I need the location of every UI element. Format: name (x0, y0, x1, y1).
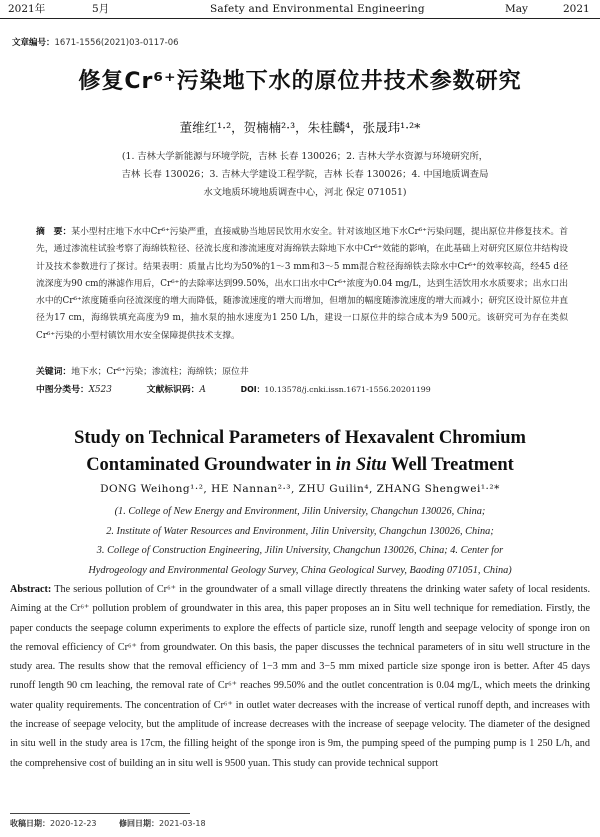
english-affiliation-line: (1. College of New Energy and Environment, Jilin University, Changchun 130026, China; (114, 506, 486, 517)
header-year-cn: 2021年 (8, 3, 46, 15)
chinese-abstract-text: 某小型村庄地下水中Cr⁶⁺污染严重，直接威胁当地居民饮用水安全。针对该地区地下水Cr⁶⁺污染问题，提出原位井修复技术。首先，通过渗流柱试验考察了海绵铁粒径、径流长度和渗流速度对海绵铁去除地下水中Cr⁶⁺效能的影响，在此基础上对研究区原位井结构设计及技术参数进行了探讨。结果表明：质量占比均为50%的1～3 mm和3～5 mm混合粒径海绵铁去除水中Cr⁶⁺的效率较高，经45 d径流深度为90 cm的淋滤作用后，Cr⁶⁺的去除率达到99.50%，出水口出水中Cr⁶⁺浓度为0.04 mg/L，达到生活饮用水水质要求；出水口出水中的Cr⁶⁺浓度随垂向径流深度的增大而降低，随渗流速度的增大而增加，但增加的幅度随渗流速度的增大而减小；研究区设计原位井直径为17 cm，海绵铁填充高度为9 m，抽水泵的抽水速度为1 250 L/h，建设一口原位井的综合成本为9 500元。该研究可为存在类似Cr⁶⁺污染的小型村镇饮用水安全保障提供技术支撑。 (36, 227, 568, 341)
document-code-label: 文献标识码： (146, 385, 200, 395)
english-authors: DONG Weihong¹·², HE Nannan²·³, ZHU Guilin⁴, ZHANG Shengwei¹·²* (100, 483, 500, 495)
clc-number (36, 385, 112, 395)
english-title-line1: Study on Technical Parameters of Hexavalent Chromium (74, 428, 526, 448)
footnote-divider (10, 813, 190, 814)
footnote-dates (10, 818, 226, 829)
chinese-keywords-text: 地下水；Cr⁶⁺污染；渗流柱；海绵铁；原位井 (71, 367, 249, 377)
chinese-affiliation-line: 吉林 长春 130026；3. 吉林大学建设工程学院，吉林 长春 130026；4. 中国地质调查局 (121, 169, 489, 180)
revised-value: 2021-03-18 (159, 819, 206, 828)
article-number (12, 36, 179, 48)
clc-label: 中图分类号： (36, 385, 89, 395)
received-label: 收稿日期： (10, 819, 50, 828)
english-affiliation-line: Hydrogeology and Environmental Geology Survey, China Geological Survey, Baoding 071051, China) (88, 564, 512, 576)
english-title-line2-post: Well Treatment (386, 455, 514, 475)
english-title-line2-italic: in Situ (335, 455, 387, 475)
chinese-keywords (36, 364, 576, 377)
chinese-keywords-label: 关键词： (36, 367, 72, 377)
chinese-abstract (36, 224, 568, 345)
chinese-title: 修复Cr⁶⁺污染地下水的原位井技术参数研究 (78, 69, 522, 94)
running-header (0, 0, 600, 19)
english-affiliation-line: 2. Institute of Water Resources and Environment, Jilin University, Changchun 130026, China; (106, 525, 494, 537)
chinese-affiliations (70, 148, 540, 202)
chinese-abstract-label: 摘 要： (36, 227, 72, 237)
english-title (0, 425, 600, 479)
document-code-value: A (199, 385, 206, 395)
chinese-affiliation-line: 水文地质环境地质调查中心，河北 保定 071051) (203, 187, 407, 198)
article-number-label: 文章编号： (12, 38, 55, 48)
received-date (10, 819, 107, 828)
chinese-authors: 董维红¹·²，贺楠楠²·³，朱桂麟⁴，张晟玮¹·²* (179, 120, 421, 135)
english-title-line2 (0, 452, 600, 479)
english-title-line2-pre: Contaminated Groundwater in (86, 455, 336, 475)
doi-value: 10.13578/j.cnki.issn.1671-1556.20201199 (264, 385, 431, 394)
doi (241, 385, 463, 394)
chinese-affiliation-line: (1. 吉林大学新能源与环境学院，吉林 长春 130026；2. 吉林大学水资源与环境研究所， (121, 151, 489, 162)
document-code (147, 385, 206, 395)
english-affiliation-line: 3. College of Construction Engineering, Jilin University, Changchun 130026, China; 4. Center for (96, 545, 504, 556)
english-affiliations (10, 502, 590, 580)
received-value: 2020-12-23 (50, 819, 97, 828)
clc-value: X523 (88, 385, 112, 395)
header-year-en: 2021 (563, 3, 590, 15)
english-abstract (10, 580, 590, 773)
article-number-value: 1671-1556(2021)03-0117-06 (54, 38, 179, 48)
doi-label: DOI： (240, 385, 265, 394)
header-month-cn: 5月 (92, 3, 110, 15)
revised-date (119, 819, 216, 828)
english-abstract-label: Abstract: (10, 584, 52, 595)
header-journal: Safety and Environmental Engineering (210, 3, 425, 15)
english-abstract-text: The serious pollution of Cr⁶⁺ in the groundwater of a small village directly threatens the drinking water safety of local residents. Aiming at the Cr⁶⁺ pollution problem of groundwater in this area, this paper proposes an in Situ well technique for remediation. Firstly, the paper conducts the seepage column experiments to explore the effects of particle size, runoff length and seepage velocity of sponge iron on the removal efficiency of Cr⁶⁺ from groundwater. On this basis, the paper discusses the technical parameters of in situ well structure in the study area. The results show that the removal efficiency of 1−3 mm and 3−5 mm mixed particle size sponge iron is better. After 45 days runoff length 90 cm leaching, the removal rate of Cr⁶⁺ reaches 99.50% and the outlet concentration is 0.04 mg/L, which meets the drinking water quality requirements. The concentration of Cr⁶⁺ in outlet water decreases with the increase of vertical runoff depth, and increases with the increase of seepage velocity, but the amplitude of increase decreases with the increase of seepage velocity. The diameter of the designed in situ well in the study area is 17cm, the filling height of the sponge iron is 9m, the pumping speed of the pumping pump is 1 250 L/h, and the comprehensive cost of building an in situ well is 9500 yuan. This study can provide technical support (10, 584, 590, 769)
classification-line (36, 382, 596, 395)
header-month-en: May (505, 3, 528, 15)
revised-label: 修回日期： (119, 819, 160, 828)
